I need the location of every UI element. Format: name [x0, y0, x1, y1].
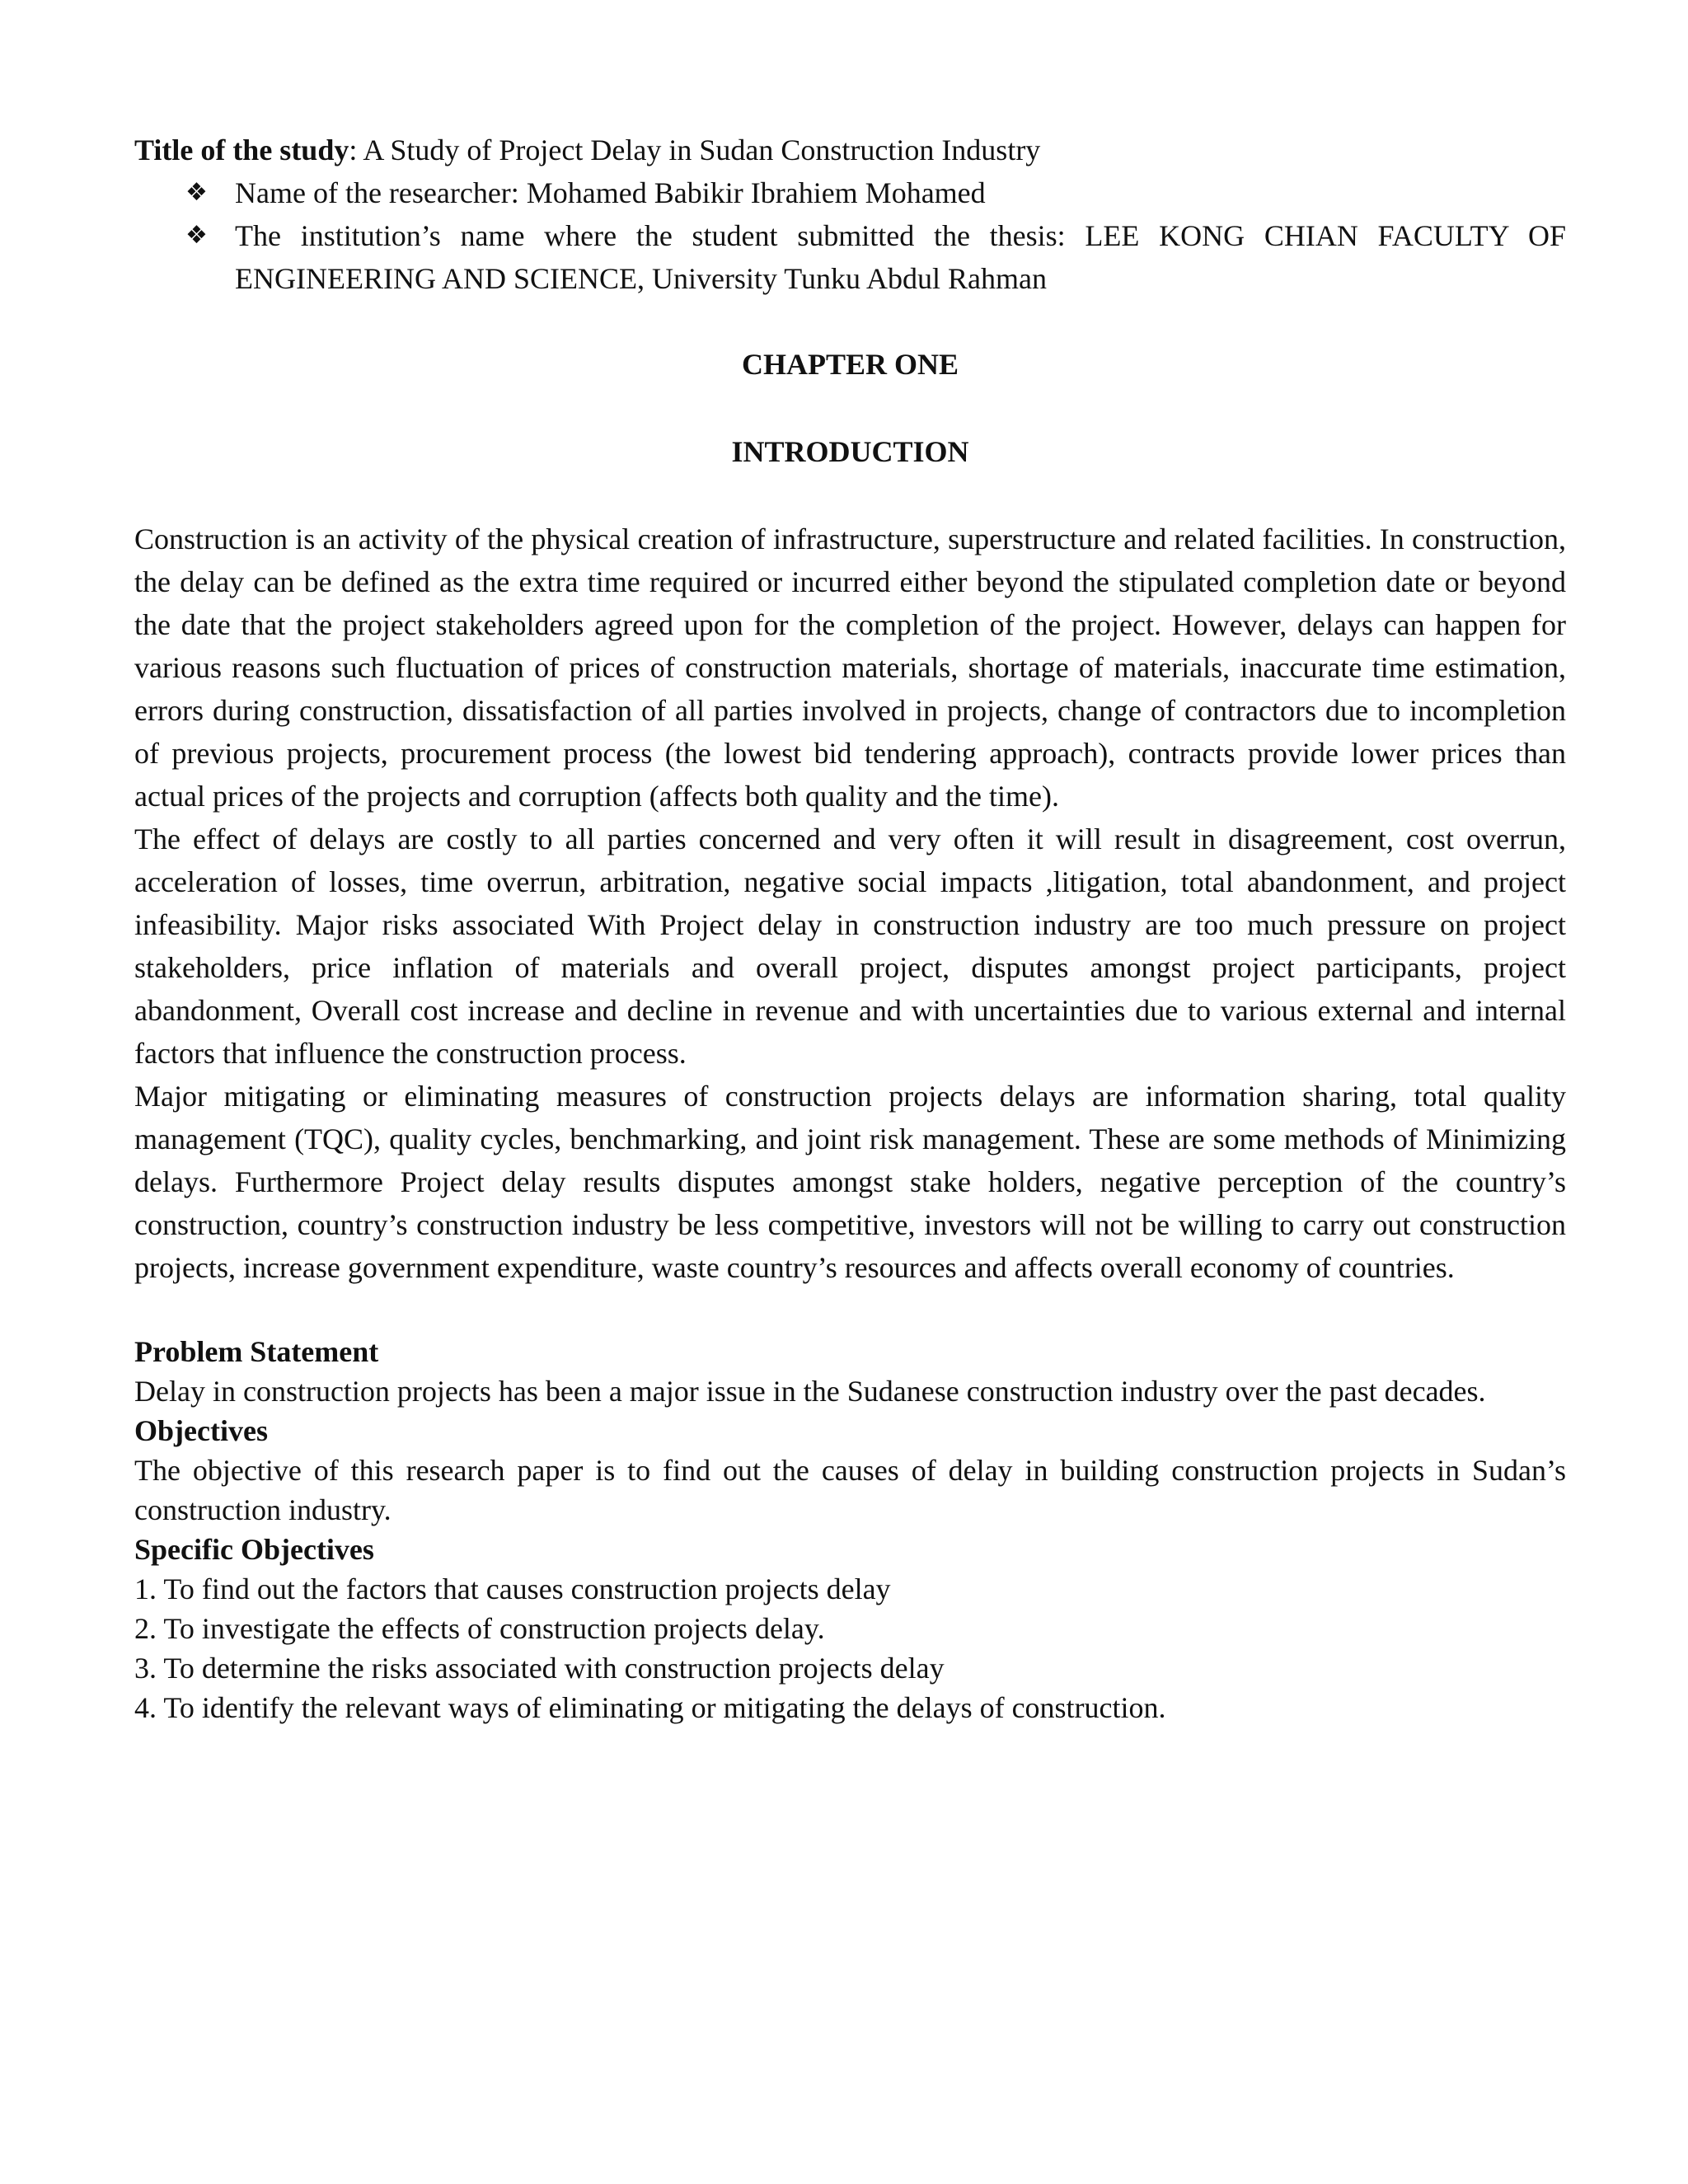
title-value: A Study of Project Delay in Sudan Construction Industry — [363, 134, 1041, 166]
objectives-heading: Objectives — [134, 1414, 268, 1447]
chapter-heading: CHAPTER ONE — [741, 348, 959, 381]
introduction-body — [134, 518, 1566, 1289]
document-page — [134, 129, 1566, 1727]
diamond-bullet-icon: ❖ — [185, 178, 208, 207]
bullet-item-researcher — [185, 171, 1566, 214]
specific-objectives-list — [134, 1569, 1566, 1727]
list-item: 4. To identify the relevant ways of eliminating or mitigating the delays of construction. — [134, 1691, 1166, 1724]
study-title — [134, 129, 1566, 171]
bullet-text: Name of the researcher: Mohamed Babikir Ibrahiem Mohamed — [235, 176, 986, 209]
researcher-info-list — [134, 171, 1566, 300]
problem-statement-heading: Problem Statement — [134, 1335, 379, 1368]
bullet-text: The institution’s name where the student submitted the thesis: LEE KONG CHIAN FACULTY OF ENGINEERING AND SCIENCE, University Tunku Abdul Rahman — [235, 219, 1566, 295]
section-title: INTRODUCTION — [731, 435, 969, 468]
bullet-item-institution — [185, 214, 1566, 300]
diamond-bullet-icon: ❖ — [185, 221, 208, 250]
paragraph: Construction is an activity of the physical creation of infrastructure, superstructure and related facilities. In construction, the delay can be defined as the extra time required or incurred either beyond the stipulated completion date or beyond the date that the project stakeholders agreed upon for the completion of the project. However, delays can happen for various reasons such fluctuation of prices of construction materials, shortage of materials, inaccurate time estimation, errors during construction, dissatisfaction of all parties involved in projects, change of contractors due to incompletion of previous projects, procurement process (the lowest bid tendering approach), contracts provide lower prices than actual prices of the projects and corruption (affects both quality and the time). — [134, 523, 1566, 813]
list-item: 3. To determine the risks associated with construction projects delay — [134, 1652, 945, 1685]
specific-objectives-heading: Specific Objectives — [134, 1533, 374, 1566]
problem-statement-section — [134, 1332, 1566, 1727]
paragraph: The effect of delays are costly to all parties concerned and very often it will result in disagreement, cost overrun, acceleration of losses, time overrun, arbitration, negative social impacts ,litigation, total abandonment, and project infeasibility. Major risks associated With Project delay in construction industry are too much pressure on project stakeholders, price inflation of materials and overall project, disputes amongst project participants, project abandonment, Overall cost increase and decline in revenue and with uncertainties due to various external and internal factors that influence the construction process. — [134, 823, 1566, 1070]
problem-statement-text: Delay in construction projects has been a major issue in the Sudanese construction industry over the past decades. — [134, 1375, 1486, 1408]
title-separator: : — [349, 134, 363, 166]
objectives-text: The objective of this research paper is to find out the causes of delay in building construction projects in Sudan’s construction industry. — [134, 1454, 1566, 1526]
list-item: 1. To find out the factors that causes construction projects delay — [134, 1572, 891, 1605]
title-label: Title of the study — [134, 134, 349, 166]
list-item: 2. To investigate the effects of construction projects delay. — [134, 1612, 825, 1645]
paragraph: Major mitigating or eliminating measures of construction projects delays are information sharing, total quality management (TQC), quality cycles, benchmarking, and joint risk management. These are some methods of Minimizing delays. Furthermore Project delay results disputes amongst stake holders, negative perception of the country’s construction, country’s construction industry be less competitive, investors will not be willing to carry out construction projects, increase government expenditure, waste country’s resources and affects overall economy of countries. — [134, 1080, 1566, 1284]
